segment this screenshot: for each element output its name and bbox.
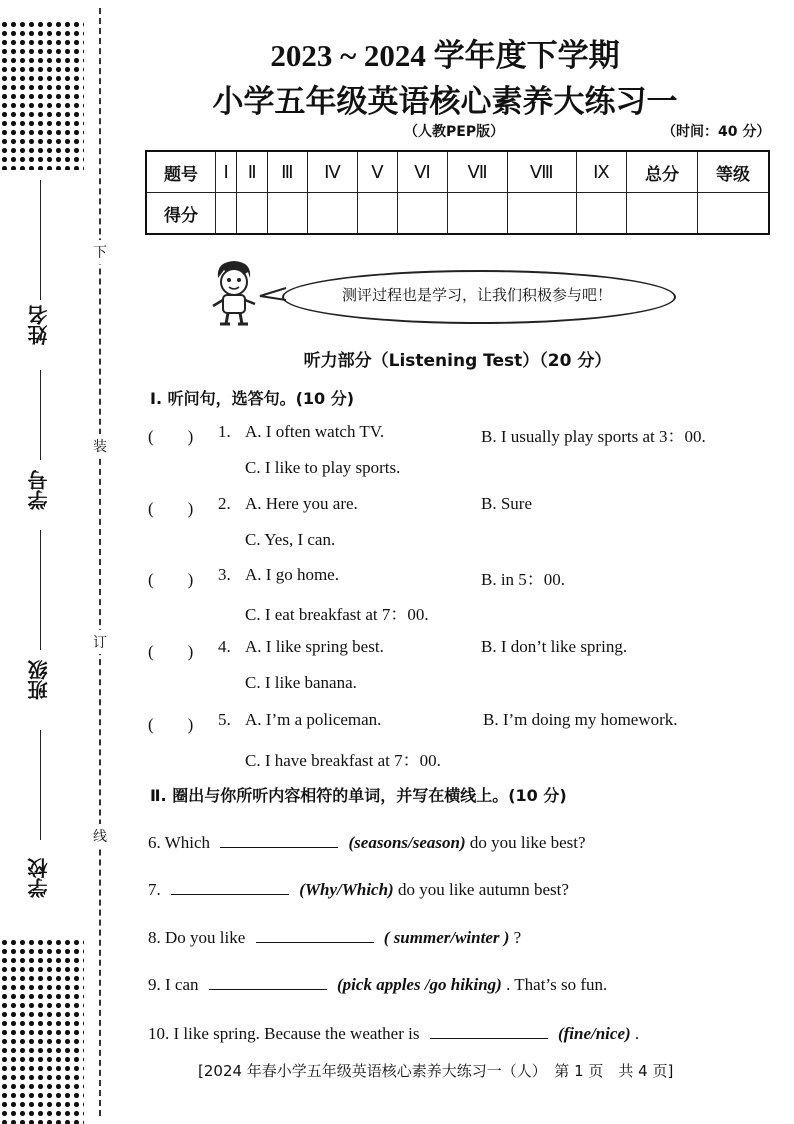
answer-blank[interactable]: [430, 1020, 548, 1039]
question-number: 5.: [218, 710, 231, 729]
time-label: （时间：40 分）: [662, 124, 771, 140]
word-options[interactable]: (Why/Which): [299, 880, 394, 899]
exam-year-title: 2023 ~ 2024 学年度下学期: [270, 38, 620, 73]
col-3: Ⅲ: [267, 151, 307, 193]
answer-paren[interactable]: ( ): [148, 499, 194, 518]
answer-blank[interactable]: [171, 876, 289, 895]
question-number: 1.: [218, 422, 231, 441]
item-prefix: 10. I like spring. Because the weather is: [148, 1024, 420, 1043]
score-label: 得分: [146, 193, 216, 235]
answer-paren[interactable]: ( ): [148, 570, 194, 589]
col-1: Ⅰ: [216, 151, 237, 193]
cut-mark-zhuang: 装: [93, 434, 107, 458]
answer-blank[interactable]: [209, 971, 327, 990]
item-prefix: 7.: [148, 880, 161, 899]
score-table-header-row: [146, 151, 769, 193]
school-label: 学校: [27, 858, 51, 898]
name-label: 姓名: [27, 305, 51, 345]
cut-line: [99, 8, 101, 1116]
part2-title: Ⅱ. 圈出与你所听内容相符的单词，并写在横线上。(10 分): [150, 786, 567, 805]
option-c: C. I like banana.: [245, 673, 357, 692]
student-id-line: [40, 370, 41, 460]
col-6: Ⅵ: [397, 151, 448, 193]
option-c: C. I like to play sports.: [245, 458, 401, 477]
option-a: A. Here you are.: [245, 494, 358, 513]
grade-label: 等级: [698, 151, 770, 193]
question-number: 3.: [218, 565, 231, 584]
name-line: [40, 180, 41, 300]
score-table-score-row: [146, 193, 769, 235]
item-suffix: . That’s so fun.: [506, 975, 608, 994]
option-b: B. I’m doing my homework.: [483, 710, 678, 729]
option-c: C. I have breakfast at 7：00.: [245, 751, 441, 770]
edition-label: （人教PEP版）: [404, 124, 505, 140]
item-suffix: do you like best?: [469, 833, 586, 852]
item-suffix: ?: [513, 928, 522, 947]
option-a: A. I go home.: [245, 565, 339, 584]
question-number-label: 题号: [146, 151, 216, 193]
score-cell[interactable]: [307, 193, 358, 235]
part2-item-9: [148, 971, 607, 995]
option-b: B. I don’t like spring.: [481, 637, 628, 656]
answer-paren[interactable]: ( ): [148, 642, 194, 661]
score-cell[interactable]: [358, 193, 397, 235]
part2-item-7: [148, 876, 569, 900]
item-prefix: 9. I can: [148, 975, 199, 994]
score-cell[interactable]: [576, 193, 626, 235]
col-8: Ⅷ: [507, 151, 576, 193]
score-cell[interactable]: [448, 193, 508, 235]
word-options[interactable]: (pick apples /go hiking): [337, 975, 502, 994]
cut-mark-xia: 下: [93, 240, 107, 264]
item-prefix: 6. Which: [148, 833, 211, 852]
page-footer: [2024 年春小学五年级英语核心素养大练习一（人） 第 1 页 共 4 页]: [198, 1062, 674, 1080]
word-options[interactable]: ( summer/winter ): [383, 928, 510, 947]
option-c: C. I eat breakfast at 7：00.: [245, 605, 429, 624]
question-number: 4.: [218, 637, 231, 656]
question-number: 2.: [218, 494, 231, 513]
option-b: B. I usually play sports at 3：00.: [481, 427, 706, 446]
binding-sidebar: [0, 0, 112, 1124]
part2-item-8: [148, 924, 521, 948]
option-a: A. I often watch TV.: [245, 422, 385, 441]
score-table: [145, 150, 770, 235]
answer-paren[interactable]: ( ): [148, 427, 194, 446]
part1-title: Ⅰ. 听问句，选答句。(10 分): [150, 389, 355, 408]
speech-bubble-text: 测评过程也是学习，让我们积极参与吧！: [341, 286, 612, 304]
student-id-label: 学号: [27, 470, 51, 510]
option-a: A. I’m a policeman.: [245, 710, 382, 729]
word-options[interactable]: (fine/nice): [557, 1024, 631, 1043]
answer-blank[interactable]: [256, 924, 374, 943]
col-4: Ⅳ: [307, 151, 358, 193]
part2-item-10: [148, 1020, 639, 1044]
option-a: A. I like spring best.: [245, 637, 384, 656]
score-cell[interactable]: [267, 193, 307, 235]
dot-pattern-bottom: [0, 938, 84, 1124]
answer-paren[interactable]: ( ): [148, 715, 194, 734]
score-cell[interactable]: [397, 193, 448, 235]
option-c: C. Yes, I can.: [245, 530, 336, 549]
score-cell[interactable]: [507, 193, 576, 235]
class-label: 班级: [27, 660, 51, 700]
cut-mark-xian: 线: [93, 824, 107, 848]
score-cell[interactable]: [216, 193, 237, 235]
word-options[interactable]: (seasons/season): [348, 833, 466, 852]
col-9: Ⅸ: [576, 151, 626, 193]
col-5: Ⅴ: [358, 151, 397, 193]
item-suffix: .: [634, 1024, 640, 1043]
option-b: B. in 5：00.: [481, 570, 566, 589]
col-2: Ⅱ: [237, 151, 268, 193]
part2-item-6: [148, 829, 586, 853]
cartoon-child-icon: [208, 258, 260, 328]
score-cell[interactable]: [237, 193, 268, 235]
total-score-cell[interactable]: [627, 193, 698, 235]
exam-title: 小学五年级英语核心素养大练习一: [212, 84, 678, 120]
dot-pattern-top: [0, 20, 84, 170]
grade-cell[interactable]: [698, 193, 770, 235]
school-line: [40, 730, 41, 840]
listening-section-title: 听力部分（Listening Test）（20 分）: [303, 351, 612, 371]
class-line: [40, 530, 41, 650]
option-b: B. Sure: [481, 494, 532, 513]
col-7: Ⅶ: [448, 151, 508, 193]
total-label: 总分: [627, 151, 698, 193]
item-suffix: do you like autumn best?: [397, 880, 569, 899]
answer-blank[interactable]: [220, 829, 338, 848]
item-prefix: 8. Do you like: [148, 928, 246, 947]
cut-mark-ding: 订: [93, 630, 107, 654]
